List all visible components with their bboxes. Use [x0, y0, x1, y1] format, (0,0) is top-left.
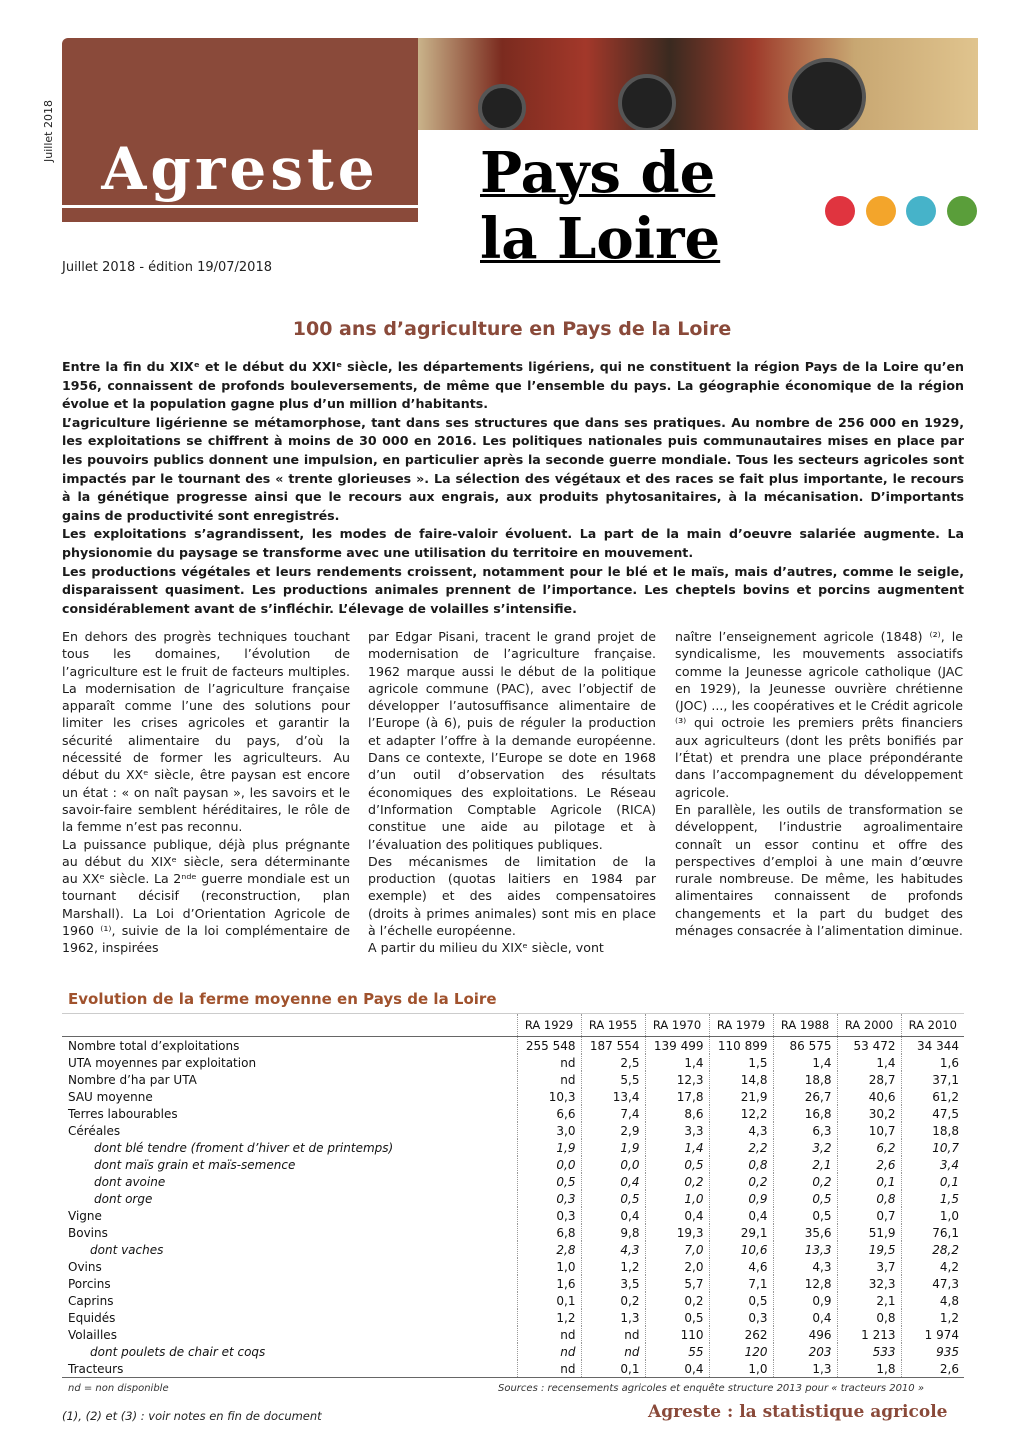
table-cell: 0,7: [837, 1207, 901, 1224]
body-paragraph: A partir du milieu du XIXᵉ siècle, vont: [368, 940, 604, 956]
table-cell: 7,4: [581, 1105, 645, 1122]
table-cell: 9,8: [581, 1224, 645, 1241]
table-cell: 12,2: [709, 1105, 773, 1122]
table-row: [62, 1105, 964, 1122]
table-row: [62, 1207, 964, 1224]
row-label: Caprins: [68, 1293, 114, 1308]
table-cell: 0,4: [581, 1207, 645, 1224]
table-row: [62, 1173, 964, 1190]
table-cell: 5,7: [645, 1275, 709, 1292]
table-cell: 1,0: [709, 1360, 773, 1378]
row-label: Nombre total d’exploitations: [68, 1038, 240, 1053]
table-cell: 3,0: [517, 1122, 581, 1139]
table-cell: 28,2: [901, 1241, 964, 1258]
table-cell: 6,2: [837, 1139, 901, 1156]
header-empty: [62, 1014, 517, 1037]
table-cell: 0,1: [901, 1173, 964, 1190]
table-cell: 0,1: [517, 1292, 581, 1309]
table-cell: 12,3: [645, 1071, 709, 1088]
table-cell: 1,8: [837, 1360, 901, 1378]
table-cell: 3,2: [773, 1139, 837, 1156]
table-cell: 86 575: [773, 1037, 837, 1055]
table-cell: 28,7: [837, 1071, 901, 1088]
row-label: Equidés: [68, 1310, 116, 1325]
column-header: RA 1955: [581, 1014, 645, 1037]
text-column-3: [675, 628, 963, 939]
region-line-2: la Loire: [480, 206, 721, 272]
table-cell: 47,3: [901, 1275, 964, 1292]
table-cell: 0,5: [709, 1292, 773, 1309]
table-cell: 0,5: [645, 1309, 709, 1326]
table-cell: 2,1: [773, 1156, 837, 1173]
table-cell: 0,9: [709, 1190, 773, 1207]
table-cell: 7,1: [709, 1275, 773, 1292]
row-label: Nombre d’ha par UTA: [68, 1072, 197, 1087]
table-cell: 0,0: [581, 1156, 645, 1173]
table-row: [62, 1139, 964, 1156]
table-cell: 1,5: [709, 1054, 773, 1071]
edition-date: Juillet 2018 - édition 19/07/2018: [62, 260, 272, 275]
intro-paragraph: Entre la fin du XIXᵉ et le début du XXIᵉ siècle, les départements ligériens, qui ne constituent la région Pays de la Loire qu’en 1956, connaissent de profonds bouleversements, de même que l’ensemble du pays. La géographie économique de la région évolue et la population gagne plus d’un million d’habitants.: [62, 359, 964, 412]
table-row: [62, 1054, 964, 1071]
table-row: [62, 1292, 964, 1309]
row-label: Terres labourables: [68, 1106, 178, 1121]
row-label: Céréales: [68, 1123, 121, 1138]
intro-paragraph: Les productions végétales et leurs rendements croissent, notamment pour le blé et le maïs, mais d’autres, comme le seigle, disparaissent quasiment. Les productions animales prennent de l’importance. Les cheptels bovins et porcins augmentent considérablement avant de s’infléchir. L’élevage de volailles s’intensifie.: [62, 563, 964, 616]
table-row: [62, 1037, 964, 1055]
table-cell: 76,1: [901, 1224, 964, 1241]
table-cell: 0,1: [581, 1360, 645, 1378]
table-cell: 1,6: [517, 1275, 581, 1292]
region-line-1: Pays de: [480, 140, 716, 206]
table-cell: 18,8: [901, 1122, 964, 1139]
table-cell: 10,7: [901, 1139, 964, 1156]
body-paragraph: En parallèle, les outils de transformation se développent, l’industrie agroalimentaire connaît un essor continu et offre des perspectives d’emploi à une main d’œuvre rurale nombreuse. De même, les habitudes alimentaires connaissent de profonds changements et la part du budget des ménages consacrée à l’alimentation diminue.: [675, 801, 963, 939]
table-cell: 1,4: [645, 1139, 709, 1156]
table-cell: 35,6: [773, 1224, 837, 1241]
region-title: [418, 140, 828, 272]
text-column-1: [62, 628, 350, 957]
table-cell: 0,8: [709, 1156, 773, 1173]
row-label: Tracteurs: [68, 1361, 124, 1376]
table-cell: 1,4: [837, 1054, 901, 1071]
table-cell: 47,5: [901, 1105, 964, 1122]
table-cell: 12,8: [773, 1275, 837, 1292]
table-cell: 0,4: [645, 1207, 709, 1224]
table-cell: nd: [517, 1071, 581, 1088]
table-cell: 61,2: [901, 1088, 964, 1105]
table-cell: 1,2: [517, 1309, 581, 1326]
row-label: Bovins: [68, 1225, 108, 1240]
cyan-dot-icon: [906, 196, 936, 226]
table-cell: 17,8: [645, 1088, 709, 1105]
table-cell: 262: [709, 1326, 773, 1343]
row-label: UTA moyennes par exploitation: [68, 1055, 257, 1070]
table-cell: 110: [645, 1326, 709, 1343]
table-cell: nd: [581, 1343, 645, 1360]
table-cell: 2,0: [645, 1258, 709, 1275]
table-cell: 0,3: [517, 1190, 581, 1207]
table-cell: nd: [517, 1343, 581, 1360]
table-cell: 1,6: [901, 1054, 964, 1071]
table-cell: 19,5: [837, 1241, 901, 1258]
body-paragraph: naître l’enseignement agricole (1848) ⁽²⁾, le syndicalisme, les mouvements associatifs comme la Jeunesse agricole catholique (JAC en 1929), la Jeunesse ouvrière chrétienne (JOC) ..., les coopératives et le Crédit agricole ⁽³⁾ qui octroie les premiers prêts financiers aux agriculteurs (dont les prêts bonifiés par l’État) et prendra une place prépondérante dans l’accompagnement du développement agricole.: [675, 629, 963, 800]
table-cell: 34 344: [901, 1037, 964, 1055]
body-paragraph: La puissance publique, déjà plus prégnante au début du XIXᵉ siècle, sera déterminante au XXᵉ siècle. La 2ⁿᵈᵉ guerre mondiale est un tournant décisif (reconstruction, plan Marshall). La Loi d’Orientation Agricole de 1960 ⁽¹⁾, suivie de la loi complémentaire de 1962, inspirées: [62, 836, 350, 956]
body-paragraph: En dehors des progrès techniques touchant tous les domaines, l’évolution de l’agriculture est le fruit de facteurs multiples. La modernisation de l’agriculture française apparaît comme l’une des solutions pour limiter les crises agricoles et garantir la sécurité alimentaire du pays, d’où la nécessité de former les agriculteurs. Au début du XXᵉ siècle, être paysan est encore un état : « on naît paysan », les savoirs et le savoir-faire semblent héréditaires, le rôle de la femme n’est pas reconnu.: [62, 629, 350, 835]
table-cell: 1,3: [773, 1360, 837, 1378]
tractor-photo: [418, 38, 978, 130]
table-cell: nd: [517, 1054, 581, 1071]
table-cell: 4,8: [901, 1292, 964, 1309]
row-label: Porcins: [68, 1276, 111, 1291]
table-cell: 55: [645, 1343, 709, 1360]
table-cell: 0,3: [709, 1309, 773, 1326]
table-cell: 4,3: [709, 1122, 773, 1139]
table-cell: 51,9: [837, 1224, 901, 1241]
sources-note: Sources : recensements agricoles et enquête structure 2013 pour « tracteurs 2010 »: [498, 1383, 925, 1394]
table-cell: 13,3: [773, 1241, 837, 1258]
table-cell: 1,9: [581, 1139, 645, 1156]
table-cell: 10,7: [837, 1122, 901, 1139]
table-cell: 19,3: [645, 1224, 709, 1241]
table-cell: 3,5: [581, 1275, 645, 1292]
table-row: [62, 1258, 964, 1275]
text-column-2: [368, 628, 656, 957]
table-cell: 21,9: [709, 1088, 773, 1105]
table-cell: 1,0: [517, 1258, 581, 1275]
table-cell: 7,0: [645, 1241, 709, 1258]
table-row: [62, 1241, 964, 1258]
table-cell: 0,4: [709, 1207, 773, 1224]
table-cell: 2,2: [709, 1139, 773, 1156]
row-label: dont maïs grain et maïs-semence: [94, 1157, 296, 1172]
table-cell: 26,7: [773, 1088, 837, 1105]
table-row: [62, 1190, 964, 1207]
table-cell: 0,5: [581, 1190, 645, 1207]
table-cell: 18,8: [773, 1071, 837, 1088]
table-cell: 139 499: [645, 1037, 709, 1055]
table-cell: 2,8: [517, 1241, 581, 1258]
headline: 100 ans d’agriculture en Pays de la Loire: [292, 318, 732, 340]
table-cell: 6,6: [517, 1105, 581, 1122]
table-cell: 14,8: [709, 1071, 773, 1088]
table-cell: 13,4: [581, 1088, 645, 1105]
row-label: dont orge: [94, 1191, 153, 1206]
table-cell: 110 899: [709, 1037, 773, 1055]
table-row: [62, 1343, 964, 1360]
table-cell: 0,1: [837, 1173, 901, 1190]
column-header: RA 1979: [709, 1014, 773, 1037]
vertical-date: Juillet 2018: [42, 100, 55, 162]
table-cell: 29,1: [709, 1224, 773, 1241]
table-cell: 1,3: [581, 1309, 645, 1326]
table-cell: 37,1: [901, 1071, 964, 1088]
table-cell: 496: [773, 1326, 837, 1343]
table-cell: 6,8: [517, 1224, 581, 1241]
table-cell: 16,8: [773, 1105, 837, 1122]
table-cell: 1,0: [645, 1190, 709, 1207]
table-cell: 0,9: [773, 1292, 837, 1309]
table-cell: 0,4: [645, 1360, 709, 1378]
table-cell: 1,2: [901, 1309, 964, 1326]
table-row: [62, 1326, 964, 1343]
table-cell: 6,3: [773, 1122, 837, 1139]
table-cell: 1,4: [645, 1054, 709, 1071]
table-cell: 533: [837, 1343, 901, 1360]
table-cell: 3,3: [645, 1122, 709, 1139]
table-row: [62, 1224, 964, 1241]
table-cell: 2,5: [581, 1054, 645, 1071]
footer-brand: Agreste : la statistique agricole: [648, 1402, 948, 1422]
table-cell: 8,6: [645, 1105, 709, 1122]
table-cell: 40,6: [837, 1088, 901, 1105]
row-label: dont avoine: [94, 1174, 166, 1189]
table-cell: 0,2: [645, 1173, 709, 1190]
table-cell: 2,1: [837, 1292, 901, 1309]
row-label: dont poulets de chair et coqs: [90, 1344, 266, 1359]
body-paragraph: Des mécanismes de limitation de la production (quotas laitiers en 1984 par exemple) et des aides compensatoires (droits à primes animales) sont mis en place à l’échelle européenne.: [368, 853, 656, 939]
farm-table: [62, 1013, 964, 1378]
table-cell: 2,9: [581, 1122, 645, 1139]
table-cell: 10,6: [709, 1241, 773, 1258]
table-row: [62, 1156, 964, 1173]
table-header-row: [62, 1014, 964, 1037]
table-cell: 0,5: [517, 1173, 581, 1190]
table-cell: 255 548: [517, 1037, 581, 1055]
table-cell: 0,3: [517, 1207, 581, 1224]
table-cell: 0,4: [581, 1173, 645, 1190]
table-cell: nd: [581, 1326, 645, 1343]
nd-note: nd = non disponible: [68, 1383, 169, 1394]
table-row: [62, 1360, 964, 1378]
table-cell: 1,9: [517, 1139, 581, 1156]
table-cell: 4,3: [773, 1258, 837, 1275]
table-cell: 1,5: [901, 1190, 964, 1207]
table-cell: 0,5: [773, 1190, 837, 1207]
table-cell: 4,3: [581, 1241, 645, 1258]
row-label: Ovins: [68, 1259, 102, 1274]
header-banner: [62, 38, 978, 130]
row-label: dont blé tendre (froment d’hiver et de printemps): [94, 1140, 394, 1155]
table-cell: nd: [517, 1326, 581, 1343]
orange-dot-icon: [866, 196, 896, 226]
body-paragraph: par Edgar Pisani, tracent le grand projet de modernisation de l’agriculture française. 1962 marque aussi le début de la politique agricole commune (PAC), avec l’objectif de développer l’autosuffisance alimentaire de l’Europe (à 6), puis de réguler la production et adapter l’offre à la demande européenne. Dans ce contexte, l’Europe se dote en 1968 d’un outil d’observation des résultats économiques des exploitations. Le Réseau d’Information Comptable Agricole (RICA) constitue une aide au pilotage et à l’évaluation des politiques publiques.: [368, 629, 656, 852]
table-cell: 53 472: [837, 1037, 901, 1055]
table-cell: 1,2: [581, 1258, 645, 1275]
red-dot-icon: [825, 196, 855, 226]
table-cell: 3,7: [837, 1258, 901, 1275]
green-dot-icon: [947, 196, 977, 226]
brand-title: Agreste: [101, 135, 379, 203]
table-cell: 1 974: [901, 1326, 964, 1343]
table-cell: 1,4: [773, 1054, 837, 1071]
table-cell: 935: [901, 1343, 964, 1360]
table-row: [62, 1071, 964, 1088]
notes-reference: (1), (2) et (3) : voir notes en fin de document: [62, 1409, 322, 1423]
table-cell: 32,3: [837, 1275, 901, 1292]
table-row: [62, 1088, 964, 1105]
column-header: RA 1929: [517, 1014, 581, 1037]
table-cell: nd: [517, 1360, 581, 1378]
table-cell: 10,3: [517, 1088, 581, 1105]
table-row: [62, 1122, 964, 1139]
table-cell: 2,6: [901, 1360, 964, 1378]
row-label: SAU moyenne: [68, 1089, 153, 1104]
intro-paragraph: Les exploitations s’agrandissent, les modes de faire-valoir évoluent. La part de la main d’oeuvre salariée augmente. La physionomie du paysage se transforme avec une utilisation du territoire en mouvement.: [62, 526, 964, 560]
table-body: [62, 1037, 964, 1378]
column-header: RA 1988: [773, 1014, 837, 1037]
brand-underline: [62, 205, 418, 208]
column-header: RA 2010: [901, 1014, 964, 1037]
table-cell: 120: [709, 1343, 773, 1360]
table-cell: 0,2: [581, 1292, 645, 1309]
intro-text: [62, 358, 964, 618]
table-title: Evolution de la ferme moyenne en Pays de la Loire: [68, 990, 497, 1008]
table-cell: 0,4: [773, 1309, 837, 1326]
table-cell: 4,6: [709, 1258, 773, 1275]
table-cell: 5,5: [581, 1071, 645, 1088]
table-cell: 1,0: [901, 1207, 964, 1224]
table-cell: 4,2: [901, 1258, 964, 1275]
row-label: Vigne: [68, 1208, 102, 1223]
table-cell: 3,4: [901, 1156, 964, 1173]
table-cell: 0,5: [773, 1207, 837, 1224]
row-label: Volailles: [68, 1327, 117, 1342]
intro-paragraph: L’agriculture ligérienne se métamorphose, tant dans ses structures que dans ses pratiques. Au nombre de 256 000 en 1929, les exploitations se chiffrent à moins de 30 000 en 2016. Les politiques nationales puis communautaires mises en place par les pouvoirs publics donnent une impulsion, en particulier après la seconde guerre mondiale. Tous les secteurs agricoles sont impactés par le tournant des « trente glorieuses ». La sélection des végétaux et des races se fait plus importante, le recours à la génétique progresse ainsi que le recours aux engrais, aux produits phytosanitaires, à la mécanisation. D’importants gains de productivité sont enregistrés.: [62, 414, 964, 523]
column-header: RA 2000: [837, 1014, 901, 1037]
table-cell: 203: [773, 1343, 837, 1360]
table-cell: 2,6: [837, 1156, 901, 1173]
table-cell: 0,8: [837, 1190, 901, 1207]
table-cell: 0,2: [709, 1173, 773, 1190]
table-cell: 0,2: [773, 1173, 837, 1190]
column-header: RA 1970: [645, 1014, 709, 1037]
table-row: [62, 1275, 964, 1292]
row-label: dont vaches: [90, 1242, 164, 1257]
table-cell: 187 554: [581, 1037, 645, 1055]
table-cell: 0,2: [645, 1292, 709, 1309]
table-row: [62, 1309, 964, 1326]
table-cell: 0,0: [517, 1156, 581, 1173]
table-cell: 0,8: [837, 1309, 901, 1326]
table-cell: 30,2: [837, 1105, 901, 1122]
table-cell: 0,5: [645, 1156, 709, 1173]
table-cell: 1 213: [837, 1326, 901, 1343]
